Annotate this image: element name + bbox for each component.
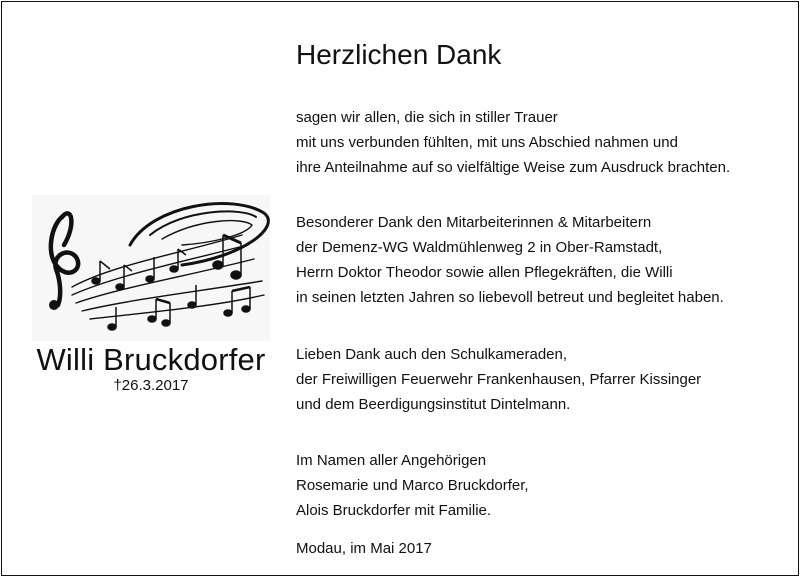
- special-thanks-paragraph: [296, 210, 724, 310]
- text-line: mit uns verbunden fühlten, mit uns Abschied nahmen und: [296, 134, 678, 151]
- text-line: sagen wir allen, die sich in stiller Trauer: [296, 109, 558, 126]
- thanks-paragraph: [296, 105, 730, 180]
- music-notes-treble-clef-icon: [32, 195, 270, 341]
- family-signature: [296, 448, 529, 523]
- text-line: Besonderer Dank den Mitarbeiterinnen & Mitarbeitern: [296, 214, 652, 231]
- deceased-name: Willi Bruckdorfer: [36, 342, 266, 377]
- notice-title: Herzlichen Dank: [296, 39, 502, 70]
- text-line: und dem Beerdigungsinstitut Dintelmann.: [296, 396, 571, 413]
- text-line: Lieben Dank auch den Schulkameraden,: [296, 346, 568, 363]
- additional-thanks-paragraph: [296, 342, 701, 417]
- text-line: Rosemarie und Marco Bruckdorfer,: [296, 477, 529, 494]
- text-line: ihre Anteilnahme auf so vielfältige Weise zum Ausdruck brachten.: [296, 159, 731, 176]
- text-line: der Demenz-WG Waldmühlenweg 2 in Ober-Ramstadt,: [296, 239, 663, 256]
- text-line: in seinen letzten Jahren so liebevoll betreut und begleitet haben.: [296, 289, 724, 306]
- text-line: Alois Bruckdorfer mit Familie.: [296, 502, 492, 519]
- text-line: Im Namen aller Angehörigen: [296, 452, 487, 469]
- place-and-date: Modau, im Mai 2017: [296, 540, 432, 557]
- death-date: †26.3.2017: [113, 377, 189, 394]
- music-notes-illustration: [32, 195, 270, 341]
- text-line: Herrn Doktor Theodor sowie allen Pflegekräften, die Willi: [296, 264, 673, 281]
- text-line: der Freiwilligen Feuerwehr Frankenhausen, Pfarrer Kissinger: [296, 371, 702, 388]
- obituary-card: [1, 1, 799, 576]
